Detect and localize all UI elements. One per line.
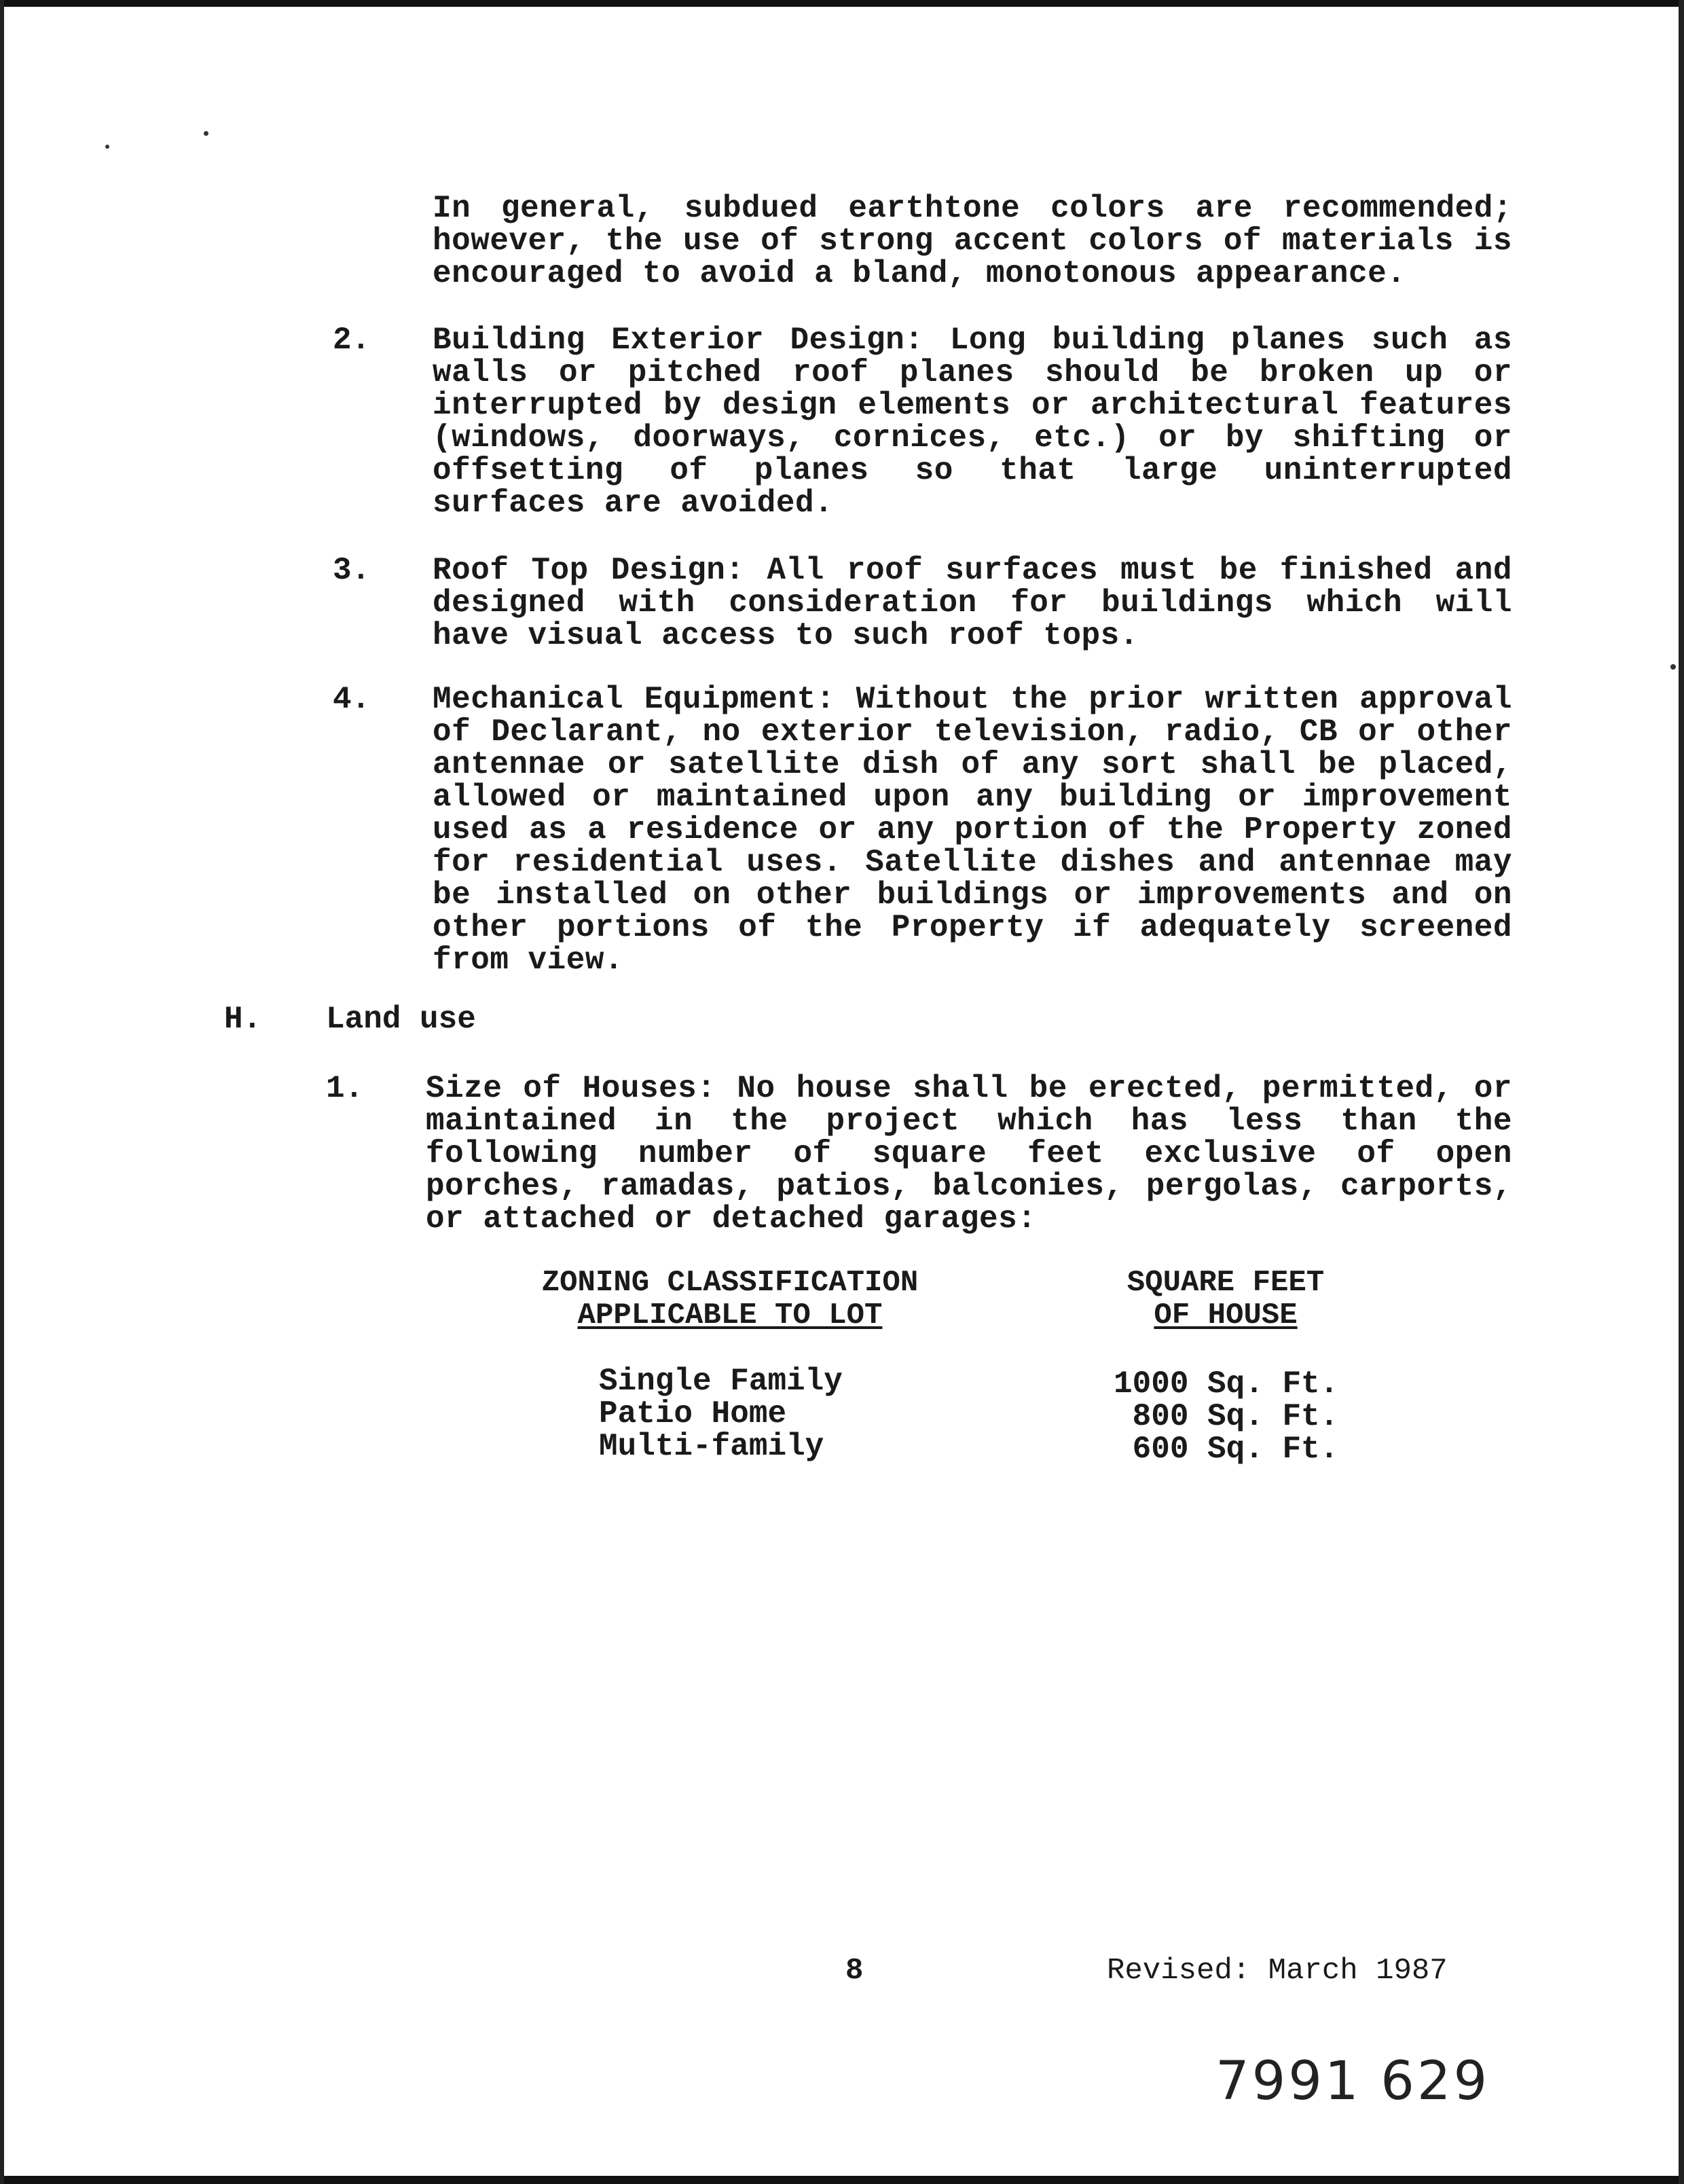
- zoning-classification-header: ZONING CLASSIFICATION APPLICABLE TO LOT: [541, 1266, 919, 1332]
- page-number: 8: [845, 1954, 864, 1988]
- item-4-number: 4.: [333, 682, 371, 717]
- scan-speck: [105, 145, 109, 149]
- section-h-title: Land use: [326, 1002, 476, 1037]
- item-4-mechanical-equipment: Mechanical Equipment: Without the prior written approval of Declarant, no exterior television, radio, CB or other antennae or satellite dish of any sort shall be placed, allowed or maintained upon any building or improvement used as a residence or any portion of the Property zoned for residential uses. Satellite dishes and antennae may be installed on other buildings or improvements and on other portions of the Property if adequately screened from view.: [433, 682, 1512, 978]
- zoning-cell: Multi-family: [599, 1429, 824, 1464]
- document-stamp-number: 7991 629: [1215, 2051, 1490, 2112]
- intro-paragraph: In general, subdued earthtone colors are recommended; however, the use of strong accent colors of materials is encouraged to avoid a bland, monotonous appearance.: [433, 191, 1512, 291]
- item-2-building-exterior-design: Building Exterior Design: Long building planes such as walls or pitched roof planes should be broken up or interrupted by design elements or architectural features (windows, doorways, cornices, etc.) or by shifting or offsetting of planes so that large uninterrupted surfaces are avoided.: [433, 323, 1512, 521]
- zoning-cell: Single Family: [599, 1364, 843, 1399]
- item-3-number: 3.: [333, 553, 371, 588]
- scan-border-left: [0, 0, 4, 2184]
- revised-date: Revised: March 1987: [1107, 1954, 1448, 1988]
- scan-border-right: [1679, 0, 1684, 2184]
- scan-speck: [204, 131, 208, 136]
- sqft-cell: 800 Sq. Ft.: [1114, 1399, 1339, 1434]
- item-2-number: 2.: [333, 323, 371, 358]
- zoning-cell: Patio Home: [599, 1396, 787, 1432]
- square-feet-header: SQUARE FEET OF HOUSE: [1127, 1266, 1325, 1332]
- section-h-item-1-number: 1.: [326, 1071, 364, 1106]
- size-of-houses-paragraph: Size of Houses: No house shall be erected, permitted, or maintained in the project which has less than the following number of square feet exclusive of open porches, ramadas, patios, balconies, pergolas, carports, or attached or detached garages:: [426, 1071, 1512, 1237]
- sqft-cell: 1000 Sq. Ft.: [1114, 1366, 1339, 1402]
- scan-border-top: [0, 0, 1684, 7]
- scan-border-bottom: [0, 2176, 1684, 2184]
- sqft-cell: 600 Sq. Ft.: [1114, 1432, 1339, 1467]
- item-3-roof-top-design: Roof Top Design: All roof surfaces must be finished and designed with consideration for buildings which will have visual access to such roof tops.: [433, 553, 1512, 653]
- scan-speck: [1670, 664, 1676, 670]
- section-h-letter: H.: [224, 1002, 262, 1037]
